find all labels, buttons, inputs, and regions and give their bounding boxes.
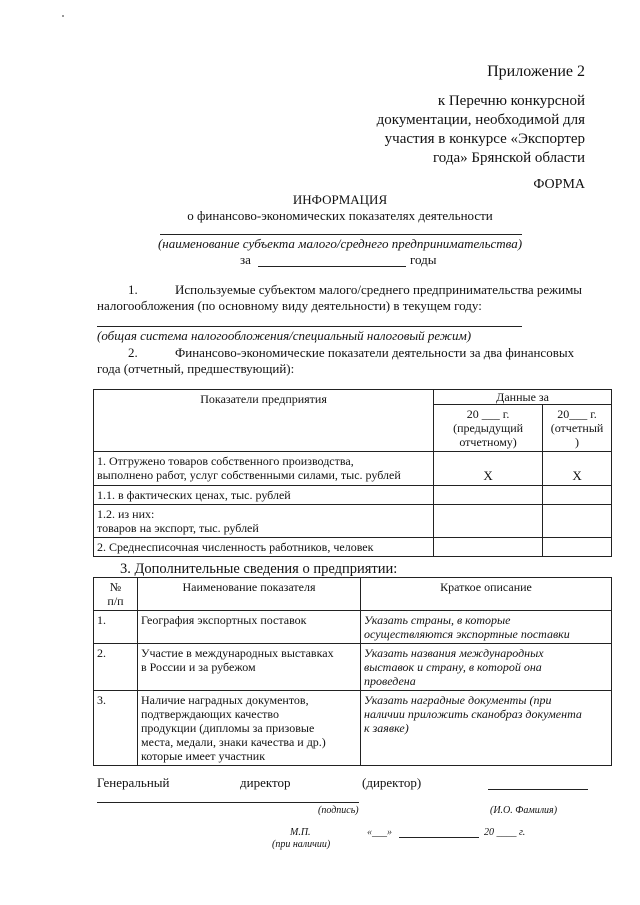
col-current-year-line: ) — [575, 435, 579, 449]
appendix-lines — [280, 92, 585, 168]
row-description-line: к заявке) — [364, 721, 409, 735]
section1-text-line1: Используемые субъектом малого/среднего предпринимательства режимы — [175, 282, 583, 297]
row-current-value — [543, 538, 612, 557]
row-name-line: Наличие наградных документов, — [141, 693, 309, 707]
entity-name-line — [160, 234, 522, 235]
row-label: 2. Среднесписочная численность работников, человек — [94, 538, 434, 557]
row-label-line: товаров на экспорт, тыс. рублей — [97, 521, 259, 535]
col-prev-year-line: (предыдущий — [453, 421, 524, 435]
appendix-title: Приложение 2 — [487, 63, 585, 80]
section3-heading: 3. Дополнительные сведения о предприятии: — [120, 561, 398, 577]
row-name-line: Участие в международных выставках — [141, 646, 334, 660]
col-no-header — [94, 578, 138, 611]
entity-caption: (наименование субъекта малого/среднего предпринимательства) — [157, 236, 523, 251]
row-label — [94, 505, 434, 538]
stamp-note: (при наличии) — [272, 839, 331, 850]
row-description-line: осуществляются экспортные поставки — [364, 627, 570, 641]
row-name-line: подтверждающих качество — [141, 707, 280, 721]
signature-caption: (подпись) — [318, 805, 359, 816]
row-number: 3. — [94, 691, 138, 766]
row-current-value — [543, 486, 612, 505]
row-description-line: Указать наградные документы (при — [364, 693, 552, 707]
stamp-label: М.П. — [290, 827, 311, 838]
col-current-year-header — [543, 405, 612, 452]
table-row — [94, 505, 612, 538]
row-description — [361, 691, 612, 766]
form-label: ФОРМА — [533, 177, 585, 192]
row-number: 1. — [94, 611, 138, 644]
row-current-value — [543, 505, 612, 538]
table-row — [94, 538, 612, 557]
row-description-line: Указать названия международных — [364, 646, 544, 660]
section2-number: 2. — [128, 345, 138, 360]
row-label-line: 1. Отгружено товаров собственного производства, — [97, 454, 354, 468]
table-row — [94, 611, 612, 644]
row-name-line: которые имеет участник — [141, 749, 266, 763]
row-description-line: Указать страны, в которые — [364, 613, 511, 627]
signature-line — [97, 802, 359, 803]
appendix-line: года» Брянской области — [432, 150, 585, 166]
row-description — [361, 611, 612, 644]
table-row — [94, 644, 612, 691]
row-name — [138, 691, 361, 766]
table-row — [94, 486, 612, 505]
col-indicators-header: Показатели предприятия — [94, 390, 434, 452]
row-label-line: выполнено работ, услуг собственными силами, тыс. рублей — [97, 468, 401, 482]
document-title: ИНФОРМАЦИЯ — [292, 192, 388, 207]
row-name — [138, 644, 361, 691]
col-name-header: Наименование показателя — [138, 578, 361, 611]
section2-text-line1: Финансово-экономические показатели деятельности за два финансовых — [175, 345, 575, 360]
row-description-line: наличии приложить сканобраз документа — [364, 707, 582, 721]
row-prev-value — [434, 486, 543, 505]
col-current-year-line: (отчетный — [550, 421, 604, 435]
name-caption: (И.О. Фамилия) — [490, 805, 558, 816]
col-no-line: п/п — [107, 594, 124, 608]
col-data-header: Данные за — [434, 390, 612, 405]
row-label-line: 1.2. из них: — [97, 507, 155, 521]
row-description-line: проведена — [364, 674, 416, 688]
appendix-line: к Перечню конкурсной — [437, 93, 585, 109]
section2-text-line2: года (отчетный, предшествующий): — [97, 361, 295, 376]
row-name — [138, 611, 361, 644]
financial-table — [93, 389, 612, 557]
table-row — [94, 691, 612, 766]
row-prev-value: X — [434, 452, 543, 486]
row-name-line: География экспортных поставок — [141, 613, 307, 627]
col-no-line: № — [109, 580, 122, 594]
row-description-line: выставок и страну, в которой она — [364, 660, 542, 674]
row-prev-value — [434, 505, 543, 538]
table-row — [94, 452, 612, 486]
row-label: 1.1. в фактических ценах, тыс. рублей — [94, 486, 434, 505]
section1-caption: (общая система налогообложения/специальный налоговый режим) — [97, 328, 472, 343]
name-line — [488, 789, 588, 790]
signature-role-2: директор — [240, 775, 291, 790]
col-current-year-line: 20___ г. — [557, 407, 597, 421]
col-desc-header: Краткое описание — [361, 578, 612, 611]
row-current-value: X — [543, 452, 612, 486]
row-name-line: продукции (дипломы за призовые — [141, 721, 315, 735]
row-label — [94, 452, 434, 486]
col-prev-year-line: отчетному) — [459, 435, 517, 449]
col-prev-year-line: 20 ___ г. — [466, 407, 510, 421]
section1-text-line2: налогообложения (по основному виду деятельности) в текущем году: — [97, 298, 482, 313]
appendix-line: документации, необходимой для — [376, 112, 585, 128]
row-description — [361, 644, 612, 691]
signature-role-1: Генеральный — [97, 775, 170, 790]
row-prev-value — [434, 538, 543, 557]
date-year: 20 ____ г. — [484, 827, 526, 838]
row-name-line: места, медали, знаки качества и др.) — [141, 735, 326, 749]
tax-regime-line — [97, 326, 522, 327]
section1-number: 1. — [128, 282, 138, 297]
date-day: «___» — [367, 827, 392, 838]
period-suffix: годы — [410, 252, 437, 267]
document-subtitle: о финансово-экономических показателях деятельности — [187, 208, 493, 223]
row-number: 2. — [94, 644, 138, 691]
period-line — [258, 266, 406, 267]
additional-info-table — [93, 577, 612, 766]
date-month-line — [399, 837, 479, 838]
period-prefix: за — [240, 252, 251, 267]
appendix-line: участия в конкурсе «Экспортер — [384, 131, 585, 147]
scan-speck — [62, 15, 64, 17]
col-prev-year-header — [434, 405, 543, 452]
signature-role-3: (директор) — [362, 775, 422, 790]
row-name-line: в России и за рубежом — [141, 660, 256, 674]
